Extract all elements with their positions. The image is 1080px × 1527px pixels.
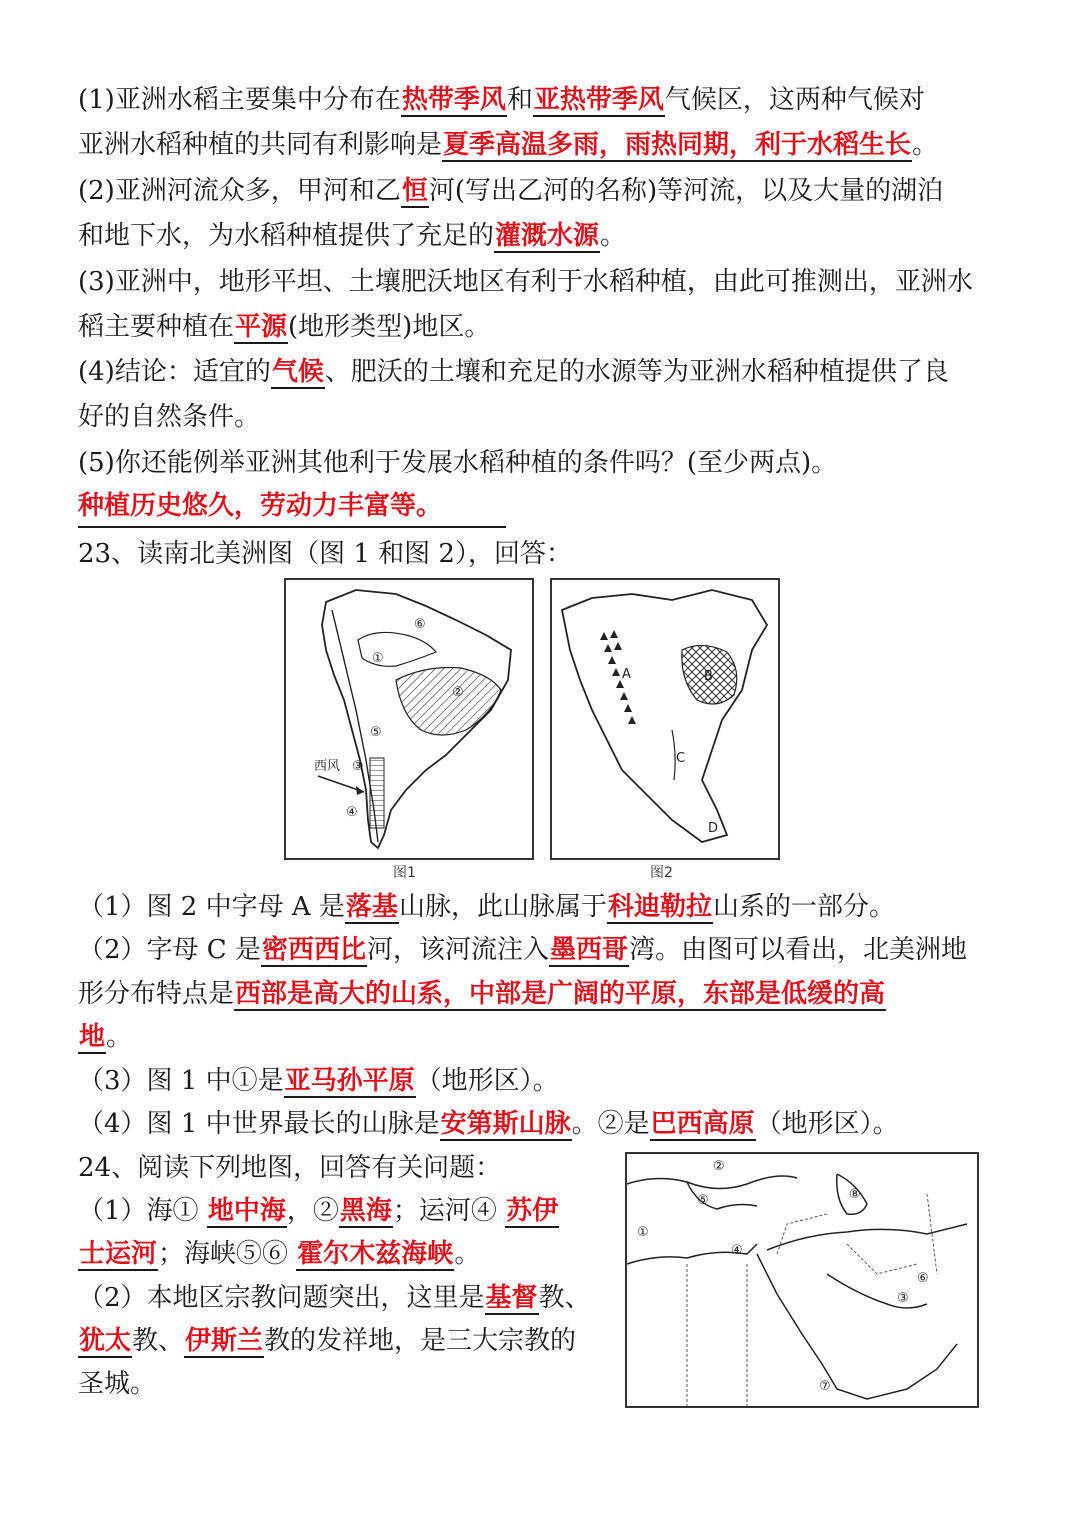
answer-blank: 伊斯兰: [185, 1326, 264, 1356]
map1-label-1: ①: [372, 651, 384, 666]
q23-p2-line2: [78, 974, 886, 1014]
text: ；运河④: [392, 1196, 497, 1226]
text: （3）图 1 中①是: [78, 1066, 284, 1096]
south-america-map: [284, 578, 534, 860]
text: 气候区，这两种气候对: [664, 85, 925, 115]
answer-blank: 密西西比: [261, 935, 366, 965]
answer-blank: 犹太: [79, 1326, 132, 1356]
q23-p3: [78, 1061, 559, 1101]
text: 。: [106, 1022, 133, 1052]
q23-p1: [78, 887, 895, 927]
map2-label-C: C: [676, 751, 686, 766]
answer-blank: 基督: [485, 1283, 538, 1313]
map3-label-8: ⑧: [849, 1187, 861, 1202]
q22-p2-line2: [78, 216, 626, 256]
text: 。②是: [571, 1109, 650, 1139]
text: （4）图 1 中世界最长的山脉是: [78, 1109, 440, 1139]
answer-blank: 热带季风: [401, 85, 506, 115]
map2-label-A: A: [622, 667, 631, 682]
text: (地形类型)地区。: [288, 312, 491, 342]
text: (5)你还能例举亚洲其他利于发展水稻种植的条件吗？(至少两点)。: [78, 448, 838, 478]
text: 河(写出乙河的名称)等河流，以及大量的湖泊: [428, 176, 944, 206]
answer-blank: 平源: [235, 312, 288, 342]
map1-label-4: ④: [346, 805, 358, 820]
text: 、肥沃的土壤和充足的水源等为亚洲水稻种植提供了良: [324, 357, 949, 387]
q22-p1-line1: [78, 80, 925, 120]
q22-p5-answer: 种植历史悠久，劳动力丰富等。: [78, 486, 506, 528]
q24-p2-line1: [78, 1278, 591, 1318]
map3-label-4: ④: [731, 1243, 743, 1258]
map3-label-7: ⑦: [819, 1379, 831, 1394]
text: 。: [600, 221, 627, 251]
q22-p3-line2: [78, 307, 490, 347]
answer-blank: 落基: [345, 892, 398, 922]
text: 教的发祥地，是三大宗教的: [264, 1326, 577, 1356]
answer-blank: 士运河: [79, 1239, 158, 1269]
text: 形分布特点是: [78, 979, 235, 1009]
map3-label-1: ①: [637, 1225, 649, 1240]
text: 。: [454, 1239, 481, 1269]
q24-p2-line3: [78, 1364, 156, 1404]
amazon-region: [358, 632, 436, 666]
map1-label-3: ③: [352, 759, 364, 774]
middle-east-svg: [627, 1154, 977, 1406]
text: 教、: [538, 1283, 591, 1313]
text: 湾。由图可以看出，北美洲地: [629, 935, 968, 965]
q22-p4-line1: [78, 352, 949, 392]
answer-blank: 地: [79, 1022, 106, 1052]
map3-label-6: ⑥: [917, 1271, 929, 1286]
text: 教、: [132, 1326, 185, 1356]
answer-blank: 巴西高原: [650, 1109, 755, 1139]
q23-p2-line3: [78, 1017, 132, 1057]
north-america-svg: [552, 580, 778, 858]
middle-east-map: [625, 1152, 979, 1408]
q24-title: 24、阅读下列地图，回答有关问题：: [78, 1153, 502, 1183]
text: 好的自然条件。: [78, 402, 261, 432]
q22-p5-line1: [78, 443, 837, 483]
map1-caption: 图1: [393, 865, 416, 881]
q23-p2-line1: [78, 930, 967, 970]
map1-label-6: ⑥: [414, 617, 426, 632]
text: ，②: [286, 1196, 339, 1226]
answer-blank: 亚热带季风: [533, 85, 664, 115]
text: 山脉，此山脉属于: [398, 892, 607, 922]
answer-blank: 气候: [271, 357, 324, 387]
continent-outline: [562, 590, 767, 842]
text: 。: [912, 130, 939, 160]
map1-label-5: ⑤: [370, 725, 382, 740]
coastlines: [627, 1174, 967, 1399]
q22-p1-line2: [78, 125, 938, 165]
answer-blank: 亚马孙平原: [284, 1066, 415, 1096]
map2-label-B: B: [704, 669, 713, 684]
map1-label-2: ②: [452, 685, 464, 700]
q22-p2-line1: [78, 171, 943, 211]
text: (4)结论：适宜的: [78, 357, 271, 387]
wind-label: 西风: [314, 759, 341, 774]
q23-title: 23、读南北美洲图（图 1 和图 2），回答：: [78, 539, 572, 569]
text: ；海峡⑤⑥: [158, 1239, 289, 1269]
answer-blank: 恒: [401, 176, 428, 206]
answer-blank: 霍尔木兹海峡: [297, 1239, 454, 1269]
text: (1)亚洲水稻主要集中分布在: [78, 85, 401, 115]
text: （1）图 2 中字母 A 是: [78, 892, 345, 922]
text: （地形区）。: [755, 1109, 899, 1139]
text: 河，该河流注入: [366, 935, 549, 965]
answer-blank: 苏伊: [506, 1196, 559, 1226]
text: (3)亚洲中，地形平坦、土壤肥沃地区有利于水稻种植，由此可推测出，亚洲水: [78, 267, 973, 297]
text: （地形区）。: [415, 1066, 559, 1096]
text: （2）字母 C 是: [78, 935, 261, 965]
answer-blank: 安第斯山脉: [440, 1109, 571, 1139]
answer-blank: 地中海: [207, 1196, 286, 1226]
answer-blank: 西部是高大的山系，中部是广阔的平原，东部是低缓的高: [235, 979, 886, 1009]
north-america-map: [550, 578, 780, 860]
map3-label-2: ②: [713, 1159, 725, 1174]
brazil-highland-hatch: [396, 668, 501, 736]
south-america-svg: [286, 580, 532, 858]
answer-blank: 灌溉水源: [495, 221, 600, 251]
map3-label-3: ③: [897, 1291, 909, 1306]
text: 稻主要种植在: [78, 312, 235, 342]
answer-blank: 夏季高温多雨，雨热同期，利于水稻生长: [443, 130, 912, 160]
text: （2）本地区宗教问题突出，这里是: [78, 1283, 485, 1313]
map2-label-D: D: [708, 821, 719, 836]
wind-arrow-head: [356, 786, 364, 795]
text: (2)亚洲河流众多，甲河和乙: [78, 176, 401, 206]
map3-label-5: ⑤: [697, 1193, 709, 1208]
q23-p4: [78, 1104, 899, 1144]
q24-p2-line2: [78, 1321, 576, 1361]
map2-caption: 图2: [650, 865, 673, 881]
q24-p1-line2: [78, 1234, 480, 1274]
text: 圣城。: [78, 1369, 157, 1399]
text: （1）海①: [78, 1196, 199, 1226]
mississippi-line: [672, 730, 675, 780]
patagonia-hatch: [370, 758, 384, 828]
q24-p1-line1: [78, 1191, 559, 1231]
text: 亚洲水稻种植的共同有利影响是: [78, 130, 443, 160]
q22-p4-line2: [78, 397, 260, 437]
answer-blank: 墨西哥: [550, 935, 629, 965]
answer-blank: 黑海: [339, 1196, 392, 1226]
answer-blank: 科迪勒拉: [607, 892, 712, 922]
text: 和: [506, 85, 533, 115]
q22-p3-line1: [78, 262, 973, 302]
text: 和地下水，为水稻种植提供了充足的: [78, 221, 495, 251]
text: 山系的一部分。: [712, 892, 895, 922]
